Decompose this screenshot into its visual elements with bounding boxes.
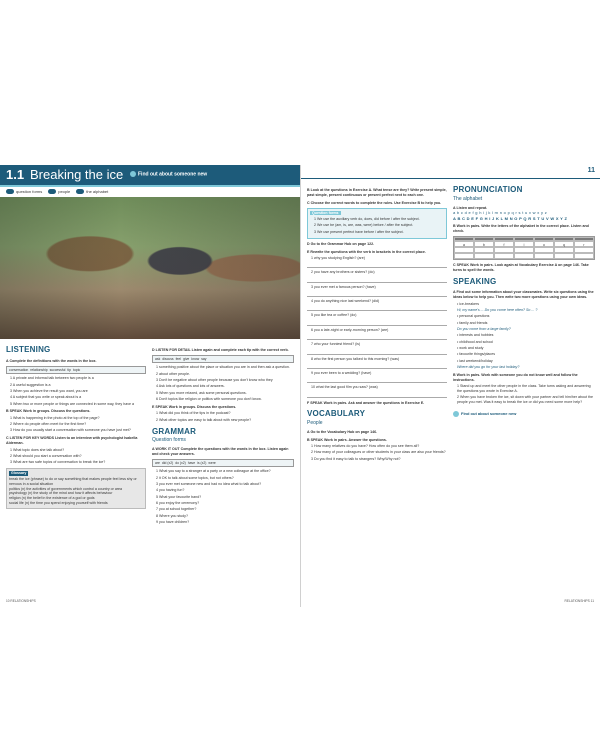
vocabulary-task-b: B SPEAK Work in pairs. Answer the questions. (307, 437, 387, 442)
right-page (300, 165, 600, 607)
list-item: 5 you like tea or coffee? (do) (311, 313, 357, 318)
list-item: 5 When two or more people or things are connected in some way, they have a (10, 401, 134, 406)
alphabet-grid (453, 236, 595, 260)
target-vocabulary: people (48, 189, 70, 194)
grammar-task-a: A WORK IT OUT Complete the questions with the words in the box. Listen again and check your answers. (152, 447, 289, 456)
target-grammar: question forms (6, 189, 42, 194)
pronunciation-speaking-section (453, 185, 595, 417)
verb-box: ask discuss feel give know say (152, 355, 294, 364)
unit-photo (0, 197, 300, 339)
list-item: 3 How do you usually start a conversation with someone you have just met? (10, 428, 131, 433)
rule-item: 2 We use be (am, is, are, was, were) before / after the subject. (314, 223, 414, 228)
list-item: 2 Where do people often meet for the first time? (10, 422, 87, 427)
list-item: 3 Don't be negative about other people because you don't know who they (156, 378, 273, 383)
list-item: 3 Do you find it easy to talk to strangers? Why/Why not? (311, 456, 401, 461)
pronunciation-heading: PRONUNCIATION (453, 185, 523, 194)
textbook-spread (0, 165, 600, 607)
list-item: 4 A subject that you write or speak about is a (10, 395, 82, 400)
list-item: Do you come from a large family? (457, 326, 511, 331)
detail-task-e: E SPEAK Work in groups. Discuss the questions. (152, 405, 237, 409)
listening-task-c: C LISTEN FOR KEY WORDS Listen to an interview with psychologist Isabella Alderman. (6, 436, 138, 446)
list-item: 2 it OK to talk about some topics, but not others? (156, 475, 234, 480)
listening-section (6, 345, 146, 509)
list-item: • favourite things/places (457, 352, 496, 357)
list-item: 1 What you say to a stranger at a party or a new colleague at the office? (156, 469, 271, 474)
list-item: 1 something positive about the place or situation you are in and then ask a question. (156, 365, 290, 370)
vocabulary-task-a: A Go to the Vocabulary Hub on page 146. (307, 429, 378, 434)
list-item: 1 How many relatives do you have? How often do you see them all? (311, 444, 420, 449)
list-item: 3 What are two safe topics of conversation to break the ice? (10, 460, 106, 465)
header-underline (0, 185, 300, 187)
list-item: 9 you ever been to a wedding? (have) (311, 370, 372, 375)
list-item: 9 you have children? (156, 520, 190, 525)
right-footer: RELATIONSHIPS 11 (564, 599, 594, 603)
list-item: 2 When you have broken the ice, sit down with your partner and tell him/her about the people you met. Was it easy to break the ice or did you need some more help? (457, 395, 594, 405)
list-item: 6 you enjoy the ceremony? (156, 501, 200, 506)
list-item: 3 When you achieve the result you want, you are (10, 388, 88, 393)
list-item: 2 How many of your colleagues or other students in your class are also your friends? (311, 450, 446, 455)
pronunciation-subtitle: The alphabet (453, 195, 483, 202)
vocabulary-badge-icon (48, 189, 56, 194)
list-item: 4 Ask lots of questions and lots of answers. (156, 384, 225, 389)
grid-cell: r (574, 241, 594, 247)
list-item: 5 What your favourite band? (156, 494, 202, 499)
grammar-subtitle: Question forms (152, 437, 186, 444)
list-item: 2 What other topics are easy to talk about with new people? (156, 417, 252, 422)
grammar-heading-block (152, 427, 294, 445)
goal-icon (453, 411, 459, 417)
glossary-box: Glossary break the ice (phrase) to do or say something that makes people feel less shy or nervous in a social situation politics (n) the activities of governments which control a country or area psychology (n) the study of the mind and how it affects behaviour religion (n) the belief in the existence of a god or gods social life (n) the time you spend enjoying yourself with friends (6, 468, 146, 509)
list-item: Where did you go for your last holiday? (457, 364, 520, 369)
grid-cell: q (554, 241, 574, 247)
detail-grammar-section (152, 345, 294, 526)
list-item: 2 What should you start a conversation with? (10, 453, 82, 458)
listening-task-a: A Complete the definitions with the words in the box. (6, 358, 97, 363)
list-item: Hi, my name's ... Do you come here often? So ... ? (457, 307, 538, 312)
left-footer: 10 RELATIONSHIPS (6, 599, 36, 603)
list-item: 6 Don't topics like religion or politics with someone you don't know. (156, 397, 262, 402)
list-item: 2 about other people. (156, 371, 190, 376)
left-page (0, 165, 300, 607)
list-item: • childhood and school (457, 339, 494, 344)
list-item: 1 What topic does she talk about? (10, 447, 65, 452)
goal-icon (130, 171, 136, 177)
speaking-heading: SPEAKING (453, 276, 497, 286)
goal-repeat: Find out about someone new (453, 411, 595, 417)
unit-number: 1.1 (6, 167, 25, 182)
speaking-task-a: A Find out some information about your classmates. Write six questions using the ideas below to help you. Then write two more questions using your own ideas. (453, 290, 594, 300)
pronunciation-badge-icon (76, 189, 84, 194)
alphabet-uppercase: A B C D E F G H I J K L M N O P Q R S T U V W X Y Z (453, 215, 568, 221)
pronunciation-task-a: A Listen and repeat. (453, 205, 488, 210)
question-forms-box: Question forms 1 We use the auxiliary verb do, does, did before / after the subject. 2 We use be (am, is, are, was, were) before / after the subject. 3 We use present perfect have before / after the subject. (307, 208, 447, 239)
rule-item: 3 We use present perfect have before / after the subject. (314, 229, 404, 234)
grammar-task-d: D Go to the Grammar Hub on page 122. (307, 241, 375, 246)
list-item: 4 you do anything nice last weekend? (did) (311, 299, 380, 304)
vocabulary-heading-block (307, 409, 447, 427)
lesson-goal-text: Find out about someone new (138, 171, 208, 178)
lesson-targets (6, 189, 108, 194)
grammar-task-c: C Choose the correct words to complete the rules. Use Exercise B to help you. (307, 200, 442, 205)
list-item: 3 you ever met someone new and had no idea what to talk about? (156, 482, 262, 487)
grid-cell: f (494, 241, 514, 247)
list-item: 7 you at school together? (156, 507, 197, 512)
target-pronunciation: the alphabet (76, 189, 108, 194)
alphabet-lowercase: a b c d e f g h i j k l m n o p q r s t u v w x y z (453, 210, 547, 216)
list-item: • work and study (457, 345, 484, 350)
grammar-word-box: are did (x2) do (x2) have is (x2) were (152, 459, 294, 468)
unit-title: Breaking the ice (30, 167, 124, 182)
list-item: 2 you have any brothers or sisters? (do) (311, 270, 375, 275)
list-item: 3 you ever met a famous person? (have) (311, 284, 376, 289)
unit-header (0, 165, 300, 185)
list-item: 4 you having fun? (156, 488, 185, 493)
list-item: • family and friends (457, 320, 488, 325)
list-item: 8 Where you study? (156, 513, 188, 518)
list-item: • ice-breakers (457, 301, 480, 306)
grammar-heading: GRAMMAR (152, 426, 197, 436)
right-page-number: 11 (587, 167, 595, 174)
list-item: 2 A useful suggestion is a (10, 382, 51, 387)
list-item: 5 When you more relaxed, ask some personal questions. (156, 390, 247, 395)
list-item: 8 who the first person you talked to this morning? (was) (311, 356, 400, 361)
listening-heading: LISTENING (6, 345, 51, 354)
list-item: 6 you a late-night or early-morning person? (are) (311, 327, 389, 332)
speaking-task-b: B Work in pairs. Work with someone you do not know well and follow the instructions. (453, 372, 578, 382)
word-box: conversation relationship successful tip topic (6, 366, 146, 375)
list-item: • personal questions (457, 314, 490, 319)
list-item: 1 why you studying English? (are) (311, 256, 365, 261)
right-page-header (301, 165, 600, 179)
list-item: 1 A private and informal talk between two people is a (10, 376, 94, 381)
grammar-badge-icon (6, 189, 14, 194)
list-item: • last weekend/holiday (457, 358, 493, 363)
list-item: 1 What is happening in the photo at the top of the page? (10, 415, 100, 420)
pronunciation-task-c: C SPEAK Work in pairs. Look again at Vocabulary Exercise A on page 146. Take turns to spell the words. (453, 262, 589, 272)
lesson-goal (130, 171, 207, 177)
vocabulary-subtitle: People (307, 420, 323, 427)
listening-task-b: B SPEAK Work in groups. Discuss the questions. (6, 409, 91, 414)
grammar-task-e: E Rewrite the questions with the verb in brackets in the correct place. (307, 249, 426, 254)
grammar-task-b: B Look at the questions in Exercise A. What tense are they? Write present simple, past simple, present continuous or present perfect next to each one. (307, 188, 447, 197)
grammar-continued-section (307, 185, 447, 463)
list-item: 1 What did you think of the tips in the podcast? (156, 411, 231, 416)
list-item: 10 what the last good film you saw? (was) (311, 385, 378, 390)
grid-cell: b (474, 241, 494, 247)
vocabulary-heading: VOCABULARY (307, 409, 366, 419)
pronunciation-task-b: B Work in pairs. Write the letters of the alphabet in the correct place. Listen and check. (453, 224, 589, 234)
grammar-task-f: F SPEAK Work in pairs. Ask and answer the questions in Exercise E. (307, 400, 425, 405)
rule-item: 1 We use the auxiliary verb do, does, did before / after the subject. (314, 216, 420, 221)
grid-cell: o (534, 241, 554, 247)
grid-cell: a (454, 241, 474, 247)
list-item: • interests and hobbies (457, 333, 494, 338)
detail-task-d: D LISTEN FOR DETAIL Listen again and complete each tip with the correct verb. (152, 348, 289, 352)
list-item: 1 Stand up and meet the other people in the class. Take turns asking and answering the questions you wrote in Exercise A. (457, 384, 591, 393)
list-item: 7 who your funniest friend? (is) (311, 342, 361, 347)
grid-cell: i (514, 241, 534, 247)
